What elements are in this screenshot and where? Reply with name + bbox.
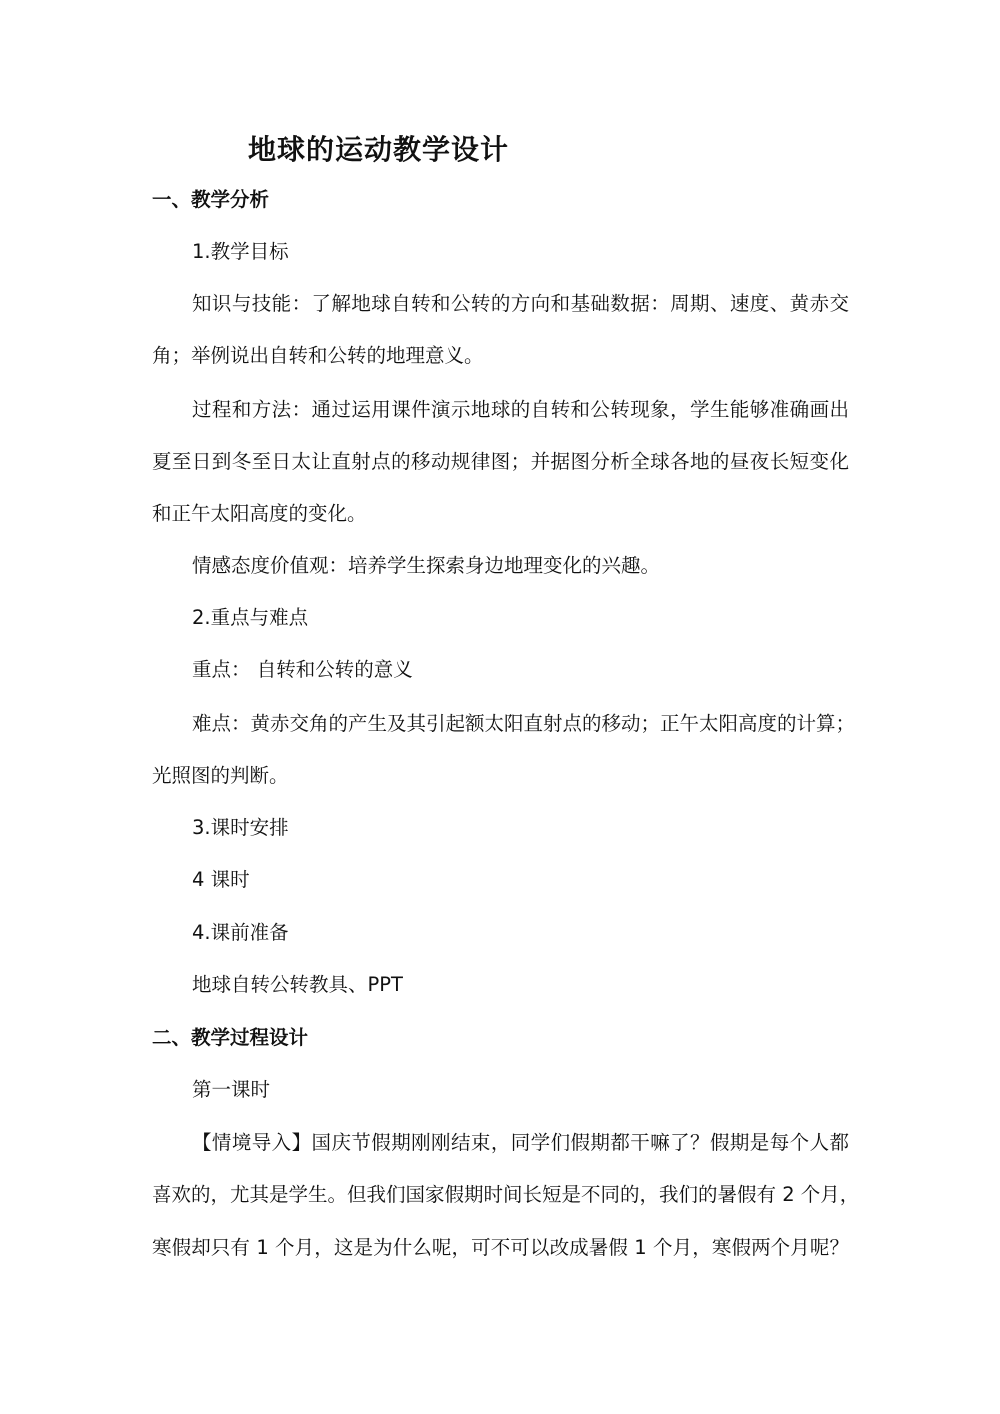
document-title: 地球的运动教学设计 (247, 133, 509, 166)
paragraph-emotion-values: 情感态度价值观：培养学生探索身边地理变化的兴趣。 (192, 554, 661, 577)
paragraph-process-methods-line1: 过程和方法：通过运用课件演示地球的自转和公转现象，学生能够准确画出 (192, 398, 849, 421)
subheading-key-difficult-points: 2.重点与难点 (192, 606, 309, 629)
paragraph-process-methods-line2: 夏至日到冬至日太让直射点的移动规律图；并据图分析全球各地的昼夜长短变化 (152, 450, 849, 473)
subheading-first-lesson: 第一课时 (192, 1078, 271, 1101)
section-heading-teaching-process: 二、教学过程设计 (152, 1026, 309, 1049)
paragraph-knowledge-skills-line2: 角；举例说出自转和公转的地理意义。 (152, 344, 484, 367)
subheading-teaching-objectives: 1.教学目标 (192, 240, 289, 263)
paragraph-difficulty-line2: 光照图的判断。 (152, 764, 289, 787)
paragraph-intro-line2: 喜欢的，尤其是学生。但我们国家假期时间长短是不同的，我们的暑假有 2 个月， (152, 1183, 860, 1206)
paragraph-intro-line3: 寒假却只有 1 个月，这是为什么呢，可不可以改成暑假 1 个月，寒假两个月呢？ (152, 1236, 849, 1259)
paragraph-knowledge-skills-line1: 知识与技能：了解地球自转和公转的方向和基础数据：周期、速度、黄赤交 (192, 292, 849, 315)
paragraph-preparation-materials: 地球自转公转教具、PPT (192, 973, 403, 996)
paragraph-process-methods-line3: 和正午太阳高度的变化。 (152, 502, 367, 525)
section-heading-teaching-analysis: 一、教学分析 (152, 188, 270, 211)
paragraph-key-point: 重点： 自转和公转的意义 (192, 658, 413, 681)
subheading-class-schedule: 3.课时安排 (192, 816, 289, 839)
paragraph-intro-line1: 【情境导入】国庆节假期刚刚结束，同学们假期都干嘛了？假期是每个人都 (192, 1131, 849, 1154)
paragraph-class-hours: 4 课时 (192, 868, 250, 891)
paragraph-difficulty-line1: 难点：黄赤交角的产生及其引起额太阳直射点的移动；正午太阳高度的计算； (192, 712, 856, 735)
subheading-preparation: 4.课前准备 (192, 921, 289, 944)
